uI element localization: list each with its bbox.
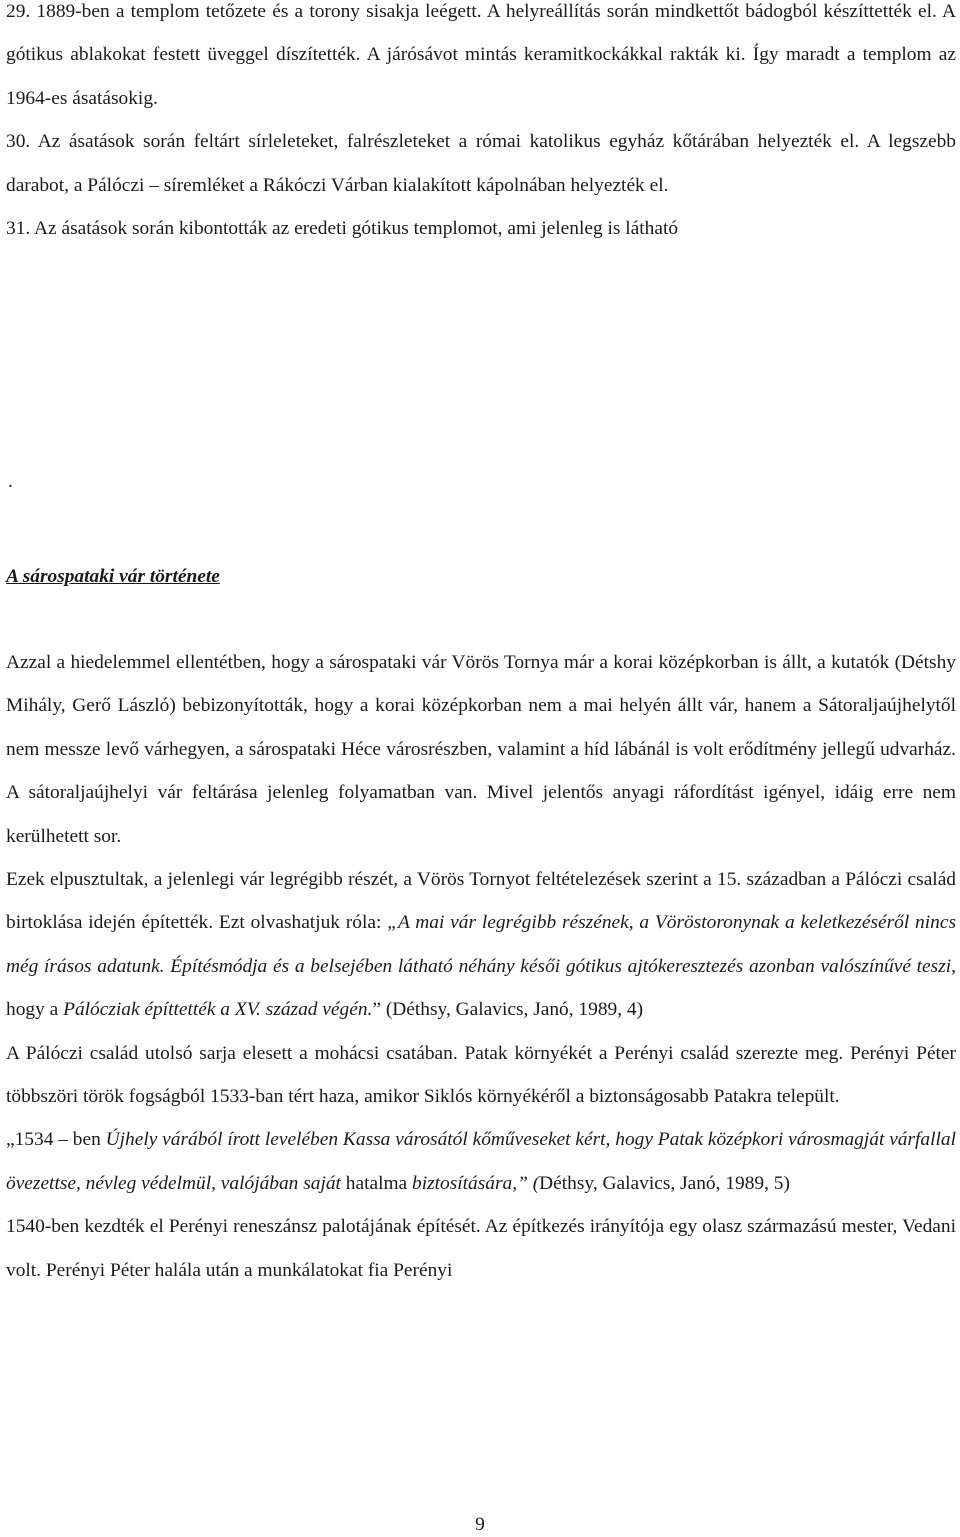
body-paragraph-1: Azzal a hiedelemmel ellentétben, hogy a sárospataki vár Vörös Tornya már a korai középkorban is állt, a kutatók (Détshy Mihály, Gerő László) bebizonyították, hogy a korai középkorban nem a mai helyén állt vár, hanem a Sátoraljaújhelytől nem messze levő várhegyen, a sárospataki Héce városrészben, valamint a híd lábánál is volt erődítmény jellegű udvarház. A sátoraljaújhelyi vár feltárása jelenleg folyamatban van. Mivel jelentős anyagi ráfordítást igényel, idáig erre nem kerülhetett sor. xyxy=(6,652,956,847)
stray-period: . xyxy=(8,471,13,492)
page-number: 9 xyxy=(475,1514,485,1535)
item-29: 29. 1889-ben a templom tetőzete és a torony sisakja leégett. A helyreállítás során mindkettőt bádogból készíttették el. A gótikus ablakokat festett üveggel díszítették. A járósávot mintás keramitkockákkal rakták ki. Így maradt a templom az 1964-es ásatásokig. xyxy=(6,1,956,109)
p4-quote-open: „1534 – ben xyxy=(6,1129,106,1151)
p2-quote-2: Pálócziak építtették a XV. század végén. xyxy=(63,999,373,1021)
body-paragraph-2 xyxy=(6,858,956,1032)
p2-text-a: Ezek elpusztultak, a jelenlegi vár legrégibb részét, a Vörös Tornyot feltételezések szerint a 15. században a Pálóczi család birtoklása idején építették. Ezt olvashatjuk róla: xyxy=(6,869,956,934)
p4-citation: Déthsy, Galavics, Janó, 1989, 5) xyxy=(539,1172,790,1194)
numbered-items-top xyxy=(6,0,956,250)
body-paragraph-5: 1540-ben kezdték el Perényi reneszánsz palotájának építését. Az építkezés irányítója egy olasz származású mester, Vedani volt. Perényi Péter halála után a munkálatokat fia Perényi xyxy=(6,1216,956,1281)
item-31: 31. Az ásatások során kibontották az eredeti gótikus templomot, ami jelenleg is látható xyxy=(6,218,679,240)
p4-quote: Újhely várából írott levelében Kassa városától kőműveseket kért, hogy Patak középkori városmagját várfallal övezettse, névleg védelmül, valójában saját xyxy=(6,1129,956,1194)
p4-quote-end: biztosítására,” ( xyxy=(412,1172,540,1194)
p2-quote: „A mai vár legrégibb részének, a Vöröstoronynak a keletkezéséről nincs még írásos adatunk. Építésmódja és a belsejében látható néhány késői gótikus ajtókeresztezés azonban valószínűvé teszi, xyxy=(6,912,956,977)
body-paragraph-4 xyxy=(6,1118,956,1205)
p2-citation: ” (Déthsy, Galavics, Janó, 1989, 4) xyxy=(372,999,644,1021)
item-30: 30. Az ásatások során feltárt sírleleteket, falrészleteket a római katolikus egyház kőtárában helyezték el. A legszebb darabot, a Pálóczi – síremléket a Rákóczi Várban kialakított kápolnában helyezték el. xyxy=(6,131,956,196)
p4-text: hatalma xyxy=(340,1172,413,1194)
section-heading: A sárospataki vár története xyxy=(6,566,220,587)
p2-text-b: hogy a xyxy=(6,999,64,1021)
section-body xyxy=(6,641,956,1292)
body-paragraph-3: A Pálóczi család utolsó sarja elesett a mohácsi csatában. Patak környékét a Perényi család szerezte meg. Perényi Péter többszöri török fogságból 1533-ban tért haza, amikor Siklós környékéről a biztonságosabb Patakra települt. xyxy=(6,1042,956,1108)
